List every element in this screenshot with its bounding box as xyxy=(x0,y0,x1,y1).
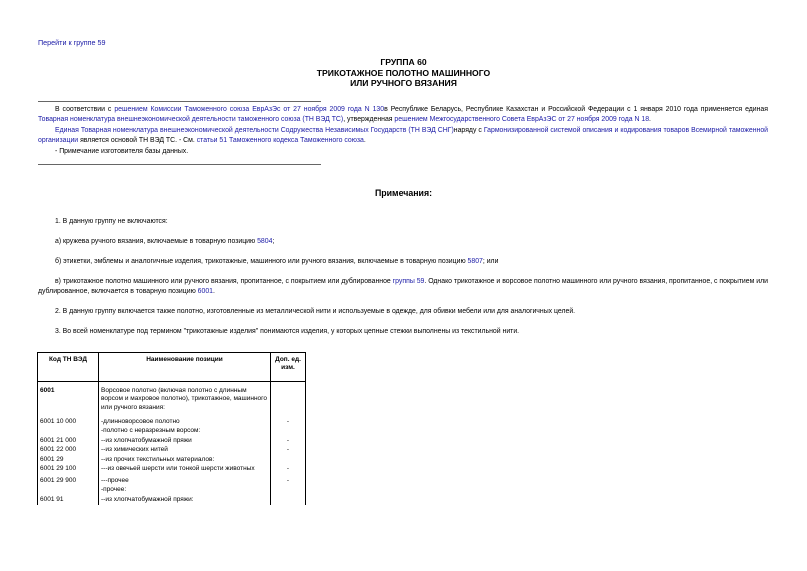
divider-top xyxy=(38,101,321,102)
tariff-table xyxy=(37,352,306,505)
link-council-decision[interactable]: решением Межгосударственного Совета ЕврАзЭС от 27 ноября 2009 года N 18 xyxy=(394,116,650,124)
intro-paragraph-3: - Примечание изготовителя базы данных. xyxy=(55,147,189,155)
header-code: Код ТН ВЭД xyxy=(38,353,99,382)
row-code: 6001 29 900 xyxy=(38,477,99,487)
table-row xyxy=(38,486,306,496)
row-unit: - xyxy=(271,477,306,487)
header-unit: Доп. ед. изм. xyxy=(271,353,306,382)
row-name: -длинноворсовое полотно xyxy=(99,418,271,428)
link-customs-code-article-51[interactable]: статьи 51 Таможенного кодекса Таможенного союза xyxy=(196,137,364,145)
link-heading-5804[interactable]: 5804 xyxy=(257,238,273,245)
row-code: 6001 29 100 xyxy=(38,465,99,477)
row-unit xyxy=(271,382,306,412)
table-row xyxy=(38,456,306,466)
link-commission-decision[interactable]: решением Комиссии Таможенного союза ЕврАзЭс от 27 ноября 2009 года N 130 xyxy=(114,106,385,113)
note-1c: в) трикотажное полотно машинного или ручного вязания, пропитанное, с покрытием или дублированное группы 59. Однако трикотажное и ворсовое полотно машинного или ручного вязания, пропитанное, с покрытием или дублированное, включается в товарную позицию 6001. xyxy=(38,278,768,296)
row-unit xyxy=(271,496,306,506)
row-name: --из хлопчатобумажной пряжи xyxy=(99,437,271,447)
row-name: --из прочих текстильных материалов: xyxy=(99,456,271,466)
note-1a: а) кружева ручного вязания, включаемые в товарную позицию 5804; xyxy=(55,238,275,245)
intro-paragraph-1: В соответствии с решением Комиссии Таможенного союза ЕврАзЭс от 27 ноября 2009 года N 130в Республике Беларусь, Республике Казахстан и Российской Федерации с 1 января 2010 года применяется единая Товарная номенклатура внешнеэкономической деятельности таможенного союза (ТН ВЭД ТС), утвержденная решением Межгосударственного Совета ЕврАзЭС от 27 ноября 2009 года N 18. xyxy=(38,106,768,124)
table-row xyxy=(38,437,306,447)
table-row xyxy=(38,427,306,437)
row-code: 6001 91 xyxy=(38,496,99,506)
row-code: 6001 29 xyxy=(38,456,99,466)
row-name: Ворсовое полотно (включая полотно с длинным ворсом и махровое полотно), трикотажное, машинного или ручного вязания: xyxy=(99,382,271,412)
row-unit: - xyxy=(271,437,306,447)
row-name: --из химических нитей xyxy=(99,446,271,456)
row-name: -полотно с неразрезным ворсом: xyxy=(99,427,271,437)
note-1b: б) этикетки, эмблемы и аналогичные изделия, трикотажные, машинного или ручного вязания, включаемые в товарную позицию 5807; или xyxy=(55,258,499,265)
row-name: --из хлопчатобумажной пряжи: xyxy=(99,496,271,506)
link-to-group-59[interactable]: Перейти к группе 59 xyxy=(38,38,106,47)
row-unit xyxy=(271,456,306,466)
row-name: -прочее: xyxy=(99,486,271,496)
link-heading-6001[interactable]: 6001 xyxy=(197,288,214,296)
link-heading-5807[interactable]: 5807 xyxy=(467,258,483,265)
table-row xyxy=(38,496,306,506)
table-row xyxy=(38,382,306,412)
row-unit: - xyxy=(271,465,306,477)
group-name-line1: ТРИКОТАЖНОЕ ПОЛОТНО МАШИННОГО xyxy=(316,67,491,78)
editorial-note xyxy=(38,105,768,157)
row-code: 6001 10 000 xyxy=(38,418,99,428)
table-row xyxy=(38,465,306,477)
table-row xyxy=(38,418,306,428)
row-name: ---прочее xyxy=(99,477,271,487)
row-name: ---из овечьей шерсти или тонкой шерсти животных xyxy=(99,465,271,477)
link-group-59[interactable]: группы 59 xyxy=(392,278,425,285)
row-unit xyxy=(271,427,306,437)
row-unit xyxy=(271,486,306,496)
note-1: 1. В данную группу не включаются: xyxy=(55,218,168,225)
link-harmonized-system[interactable]: Гармонизированной системой описания и кодирования товаров Всемирной таможенной организации xyxy=(38,126,769,145)
table-row xyxy=(38,477,306,487)
table-row xyxy=(38,446,306,456)
table-header-row xyxy=(38,353,306,382)
group-number: ГРУППА 60 xyxy=(380,57,427,67)
row-code: 6001 xyxy=(38,382,99,412)
row-code xyxy=(38,486,99,496)
row-unit: - xyxy=(271,418,306,428)
row-code: 6001 22 000 xyxy=(38,446,99,456)
notes-heading: Примечания: xyxy=(374,188,433,198)
group-name-line2: ИЛИ РУЧНОГО ВЯЗАНИЯ xyxy=(350,78,457,88)
row-code xyxy=(38,427,99,437)
intro-paragraph-2: Единая Товарная номенклатура внешнеэкономической деятельности Содружества Независимых Государств (ТН ВЭД СНГ)наряду с Гармонизированной системой описания и кодирования товаров Всемирной таможенной организации является основой ТН ВЭД ТС. - См. статьи 51 Таможенного кодекса Таможенного союза. xyxy=(38,126,769,145)
note-2: 2. В данную группу включается также полотно, изготовленные из металлической нити и используемые в одежде, для обивки мебели или для аналогичных целей. xyxy=(55,308,576,316)
header-name: Наименование позиции xyxy=(99,353,271,382)
notes-section xyxy=(38,217,768,347)
row-code: 6001 21 000 xyxy=(38,437,99,447)
link-tn-ved-sng[interactable]: Единая Товарная номенклатура внешнеэкономической деятельности Содружества Независимых Государств (ТН ВЭД СНГ) xyxy=(55,126,454,134)
row-unit: - xyxy=(271,446,306,456)
divider-bottom xyxy=(38,164,321,165)
group-title xyxy=(0,57,807,89)
link-tn-ved-ts[interactable]: Товарная номенклатура внешнеэкономической деятельности таможенного союза (ТН ВЭД ТС) xyxy=(38,116,344,124)
note-3: 3. Во всей номенклатуре под термином "трикотажные изделия" понимаются изделия, у которых цепные стежки выполнены из текстильной нити. xyxy=(55,328,520,336)
